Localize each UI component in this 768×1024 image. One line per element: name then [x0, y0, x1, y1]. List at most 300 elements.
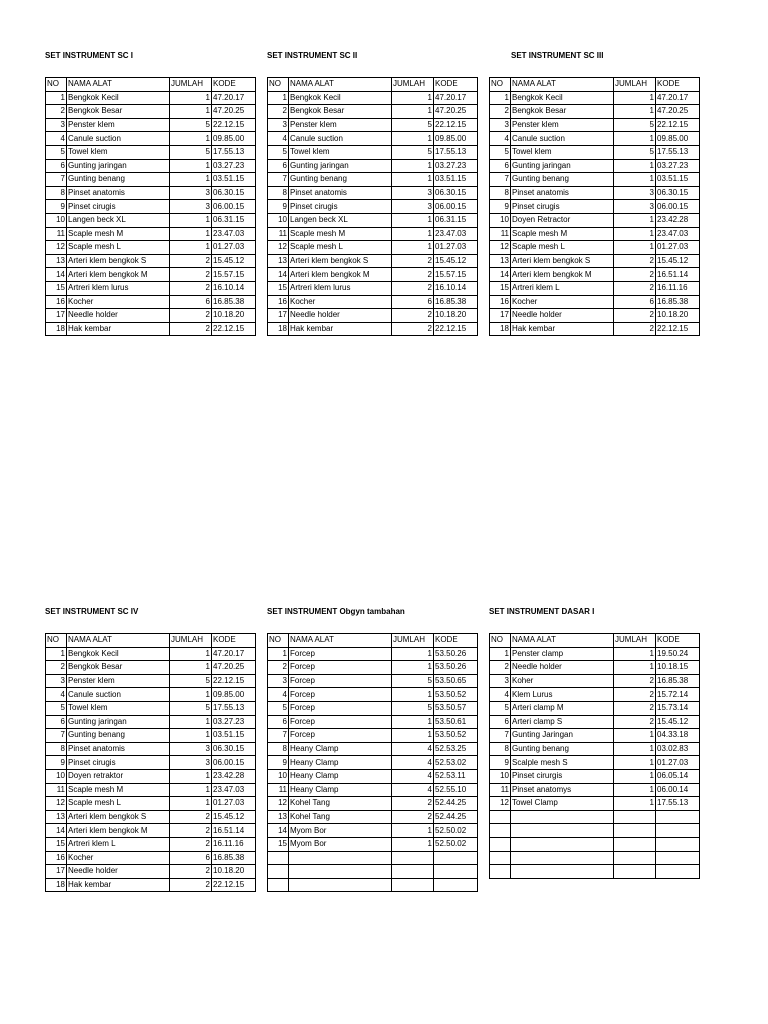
cell-nama-alat: Myom Bor — [289, 837, 392, 851]
cell-no: 10 — [268, 769, 289, 783]
table-row — [268, 865, 478, 879]
table-row — [490, 701, 700, 715]
header-kode: KODE — [434, 634, 478, 648]
cell-nama-alat: Arteri klem bengkok S — [67, 810, 170, 824]
cell-kode: 22.12.15 — [212, 674, 256, 688]
cell-jumlah: 1 — [170, 769, 212, 783]
table-row — [46, 309, 256, 323]
cell-kode: 03.51.15 — [212, 173, 256, 187]
table-row — [46, 647, 256, 661]
cell-no: 6 — [490, 159, 511, 173]
table-block-sc-1 — [45, 50, 259, 336]
cell-jumlah: 1 — [170, 715, 212, 729]
cell-nama-alat: Towel Clamp — [511, 797, 614, 811]
cell-no: 6 — [46, 715, 67, 729]
table-row — [268, 241, 478, 255]
header-nama-alat: NAMA ALAT — [67, 634, 170, 648]
cell-nama-alat: Heany Clamp — [289, 756, 392, 770]
cell-kode: 22.12.15 — [212, 878, 256, 892]
cell-no — [490, 810, 511, 824]
cell-no: 1 — [490, 647, 511, 661]
cell-jumlah: 2 — [614, 268, 656, 282]
cell-jumlah: 4 — [392, 769, 434, 783]
table-row — [490, 159, 700, 173]
cell-nama-alat: Scaple mesh L — [67, 241, 170, 255]
table-row — [268, 132, 478, 146]
table-row — [268, 213, 478, 227]
cell-nama-alat: Pinset anatomys — [511, 783, 614, 797]
cell-no: 15 — [268, 281, 289, 295]
header-jumlah: JUMLAH — [170, 78, 212, 92]
cell-kode: 06.00.15 — [656, 200, 700, 214]
table-row — [490, 241, 700, 255]
cell-kode: 16.85.38 — [656, 674, 700, 688]
cell-nama-alat: Bengkok Kecil — [67, 91, 170, 105]
cell-no — [268, 851, 289, 865]
cell-nama-alat: Bengkok Kecil — [67, 647, 170, 661]
cell-nama-alat: Canule suction — [67, 688, 170, 702]
cell-nama-alat: Canule suction — [289, 132, 392, 146]
table-row — [46, 878, 256, 892]
cell-no: 15 — [46, 281, 67, 295]
table-row — [268, 729, 478, 743]
cell-nama-alat: Artreri klem lurus — [67, 281, 170, 295]
cell-jumlah: 4 — [392, 783, 434, 797]
cell-no: 15 — [46, 837, 67, 851]
cell-kode: 16.51.14 — [212, 824, 256, 838]
cell-nama-alat: Forcep — [289, 729, 392, 743]
cell-jumlah: 1 — [614, 227, 656, 241]
header-kode: KODE — [434, 78, 478, 92]
cell-kode: 03.02.83 — [656, 742, 700, 756]
cell-kode: 15.45.12 — [434, 254, 478, 268]
table-row — [490, 756, 700, 770]
cell-no: 3 — [46, 118, 67, 132]
cell-kode: 47.20.17 — [434, 91, 478, 105]
cell-kode: 53.50.65 — [434, 674, 478, 688]
cell-jumlah: 4 — [392, 756, 434, 770]
cell-jumlah: 1 — [392, 729, 434, 743]
cell-nama-alat: Penster klem — [511, 118, 614, 132]
cell-no — [268, 878, 289, 892]
cell-nama-alat: Towel klem — [289, 145, 392, 159]
table-row — [490, 797, 700, 811]
cell-nama-alat: Pinset anatomis — [67, 742, 170, 756]
cell-kode: 01.27.03 — [656, 241, 700, 255]
cell-kode: 52.53.25 — [434, 742, 478, 756]
table-row — [490, 783, 700, 797]
cell-nama-alat: Scaple mesh M — [67, 227, 170, 241]
cell-no: 16 — [268, 295, 289, 309]
cell-jumlah: 1 — [392, 824, 434, 838]
table-row — [490, 674, 700, 688]
cell-jumlah: 1 — [170, 132, 212, 146]
cell-no: 15 — [268, 837, 289, 851]
cell-no: 11 — [268, 227, 289, 241]
cell-jumlah: 1 — [392, 661, 434, 675]
table-row — [268, 674, 478, 688]
cell-no: 8 — [490, 186, 511, 200]
cell-no: 9 — [490, 200, 511, 214]
cell-jumlah: 6 — [392, 295, 434, 309]
instrument-table — [267, 77, 478, 336]
cell-nama-alat: Bengkok Besar — [289, 105, 392, 119]
cell-kode: 53.50.52 — [434, 688, 478, 702]
cell-jumlah: 2 — [392, 322, 434, 336]
instrument-table — [489, 77, 700, 336]
header-nama-alat: NAMA ALAT — [289, 78, 392, 92]
cell-kode: 23.42.28 — [656, 213, 700, 227]
table-row — [46, 281, 256, 295]
table-row — [490, 824, 700, 838]
cell-nama-alat: Klem Lurus — [511, 688, 614, 702]
cell-jumlah: 2 — [392, 810, 434, 824]
cell-no: 17 — [490, 309, 511, 323]
cell-kode — [656, 851, 700, 865]
cell-nama-alat: Pinset cirugis — [289, 200, 392, 214]
cell-nama-alat: Hak kembar — [67, 322, 170, 336]
cell-jumlah: 1 — [392, 715, 434, 729]
cell-nama-alat: Gunting benang — [511, 173, 614, 187]
cell-nama-alat: Pinset cirugis — [511, 200, 614, 214]
cell-nama-alat: Myom Bor — [289, 824, 392, 838]
cell-nama-alat: Heany Clamp — [289, 769, 392, 783]
cell-nama-alat: Needle holder — [511, 309, 614, 323]
cell-jumlah — [392, 865, 434, 879]
cell-kode: 52.50.02 — [434, 824, 478, 838]
table-row — [268, 159, 478, 173]
cell-nama-alat: Gunting benang — [289, 173, 392, 187]
cell-kode: 06.00.15 — [212, 756, 256, 770]
cell-nama-alat: Towel klem — [511, 145, 614, 159]
cell-nama-alat: Arteri klem bengkok S — [289, 254, 392, 268]
cell-jumlah — [614, 865, 656, 879]
cell-nama-alat: Arteri klem bengkok S — [511, 254, 614, 268]
cell-jumlah: 1 — [392, 105, 434, 119]
cell-kode: 52.44.25 — [434, 797, 478, 811]
table-row — [268, 851, 478, 865]
table-row — [46, 145, 256, 159]
cell-kode: 22.12.15 — [434, 322, 478, 336]
cell-jumlah: 5 — [170, 145, 212, 159]
cell-no: 10 — [490, 213, 511, 227]
cell-kode — [656, 837, 700, 851]
cell-nama-alat: Hak kembar — [289, 322, 392, 336]
table-row — [46, 783, 256, 797]
table-row — [490, 200, 700, 214]
cell-no: 2 — [490, 661, 511, 675]
cell-jumlah: 1 — [614, 797, 656, 811]
table-row — [46, 688, 256, 702]
header-no: NO — [268, 634, 289, 648]
cell-no: 6 — [268, 715, 289, 729]
cell-kode: 17.55.13 — [212, 701, 256, 715]
cell-jumlah: 2 — [170, 309, 212, 323]
cell-no: 12 — [490, 797, 511, 811]
cell-jumlah: 5 — [614, 145, 656, 159]
cell-nama-alat: Artreri klem L — [511, 281, 614, 295]
cell-jumlah: 2 — [170, 865, 212, 879]
table-row — [46, 756, 256, 770]
cell-jumlah: 1 — [614, 132, 656, 146]
cell-no: 8 — [46, 742, 67, 756]
cell-jumlah: 1 — [614, 729, 656, 743]
table-row — [268, 878, 478, 892]
cell-jumlah: 4 — [392, 742, 434, 756]
table-row — [46, 797, 256, 811]
cell-nama-alat: Heany Clamp — [289, 742, 392, 756]
cell-nama-alat: Arteri clamp S — [511, 715, 614, 729]
cell-no: 9 — [46, 756, 67, 770]
cell-no — [490, 865, 511, 879]
cell-kode: 15.73.14 — [656, 701, 700, 715]
table-row — [490, 647, 700, 661]
cell-jumlah: 1 — [170, 688, 212, 702]
table-row — [268, 661, 478, 675]
table-row — [268, 322, 478, 336]
cell-kode: 03.27.23 — [212, 715, 256, 729]
cell-jumlah: 1 — [392, 688, 434, 702]
table-row — [268, 756, 478, 770]
table-row — [46, 824, 256, 838]
table-row — [490, 254, 700, 268]
cell-no: 1 — [268, 647, 289, 661]
table-row — [46, 701, 256, 715]
cell-no: 18 — [46, 322, 67, 336]
cell-jumlah: 6 — [614, 295, 656, 309]
cell-kode: 23.47.03 — [656, 227, 700, 241]
table-row — [46, 173, 256, 187]
table-row — [46, 837, 256, 851]
cell-kode: 06.31.15 — [434, 213, 478, 227]
cell-kode: 10.18.20 — [656, 309, 700, 323]
cell-nama-alat: Kohel Tang — [289, 797, 392, 811]
table-row — [46, 715, 256, 729]
cell-no: 1 — [268, 91, 289, 105]
cell-no: 2 — [490, 105, 511, 119]
header-no: NO — [490, 634, 511, 648]
cell-no: 6 — [268, 159, 289, 173]
cell-no — [490, 824, 511, 838]
cell-kode: 03.27.23 — [656, 159, 700, 173]
table-row — [490, 91, 700, 105]
cell-no: 8 — [490, 742, 511, 756]
cell-kode: 15.45.12 — [212, 810, 256, 824]
table-row — [490, 742, 700, 756]
cell-jumlah: 2 — [614, 309, 656, 323]
cell-nama-alat: Scaple mesh L — [67, 797, 170, 811]
cell-no: 5 — [46, 145, 67, 159]
cell-jumlah: 2 — [392, 281, 434, 295]
cell-no: 17 — [46, 865, 67, 879]
cell-jumlah: 1 — [170, 783, 212, 797]
cell-nama-alat: Artreri klem lurus — [289, 281, 392, 295]
cell-kode: 52.44.25 — [434, 810, 478, 824]
cell-no: 7 — [490, 173, 511, 187]
cell-nama-alat: Pinset anatomis — [511, 186, 614, 200]
cell-no: 9 — [268, 756, 289, 770]
cell-jumlah: 2 — [170, 254, 212, 268]
cell-no: 10 — [46, 213, 67, 227]
cell-no: 7 — [490, 729, 511, 743]
cell-nama-alat — [511, 810, 614, 824]
cell-kode: 23.47.03 — [212, 783, 256, 797]
cell-jumlah: 2 — [614, 281, 656, 295]
table-row — [268, 647, 478, 661]
cell-no: 8 — [268, 186, 289, 200]
cell-no: 12 — [46, 797, 67, 811]
cell-no: 2 — [268, 661, 289, 675]
cell-kode: 22.12.15 — [212, 322, 256, 336]
cell-nama-alat: Arteri klem bengkok M — [67, 268, 170, 282]
cell-kode: 16.11.16 — [212, 837, 256, 851]
cell-nama-alat: Bengkok Kecil — [511, 91, 614, 105]
cell-jumlah: 3 — [614, 200, 656, 214]
cell-kode — [434, 878, 478, 892]
cell-jumlah: 2 — [614, 254, 656, 268]
cell-jumlah: 5 — [392, 118, 434, 132]
table-header-row — [268, 634, 478, 648]
cell-jumlah: 2 — [392, 797, 434, 811]
cell-no: 11 — [490, 783, 511, 797]
table-title: SET INSTRUMENT Obgyn tambahan — [267, 607, 405, 616]
cell-nama-alat: Scaple mesh M — [511, 227, 614, 241]
cell-no: 14 — [490, 268, 511, 282]
table-title: SET INSTRUMENT SC I — [45, 51, 134, 60]
cell-jumlah: 1 — [614, 661, 656, 675]
cell-kode — [656, 865, 700, 879]
table-title: SET INSTRUMENT SC II — [267, 51, 358, 60]
table-row — [490, 865, 700, 879]
cell-kode: 06.00.15 — [434, 200, 478, 214]
table-row — [490, 118, 700, 132]
cell-no: 3 — [268, 118, 289, 132]
table-row — [46, 865, 256, 879]
cell-no: 5 — [268, 701, 289, 715]
cell-kode: 53.50.26 — [434, 647, 478, 661]
table-row — [490, 769, 700, 783]
table-row — [490, 281, 700, 295]
cell-no: 2 — [268, 105, 289, 119]
cell-no: 7 — [268, 729, 289, 743]
table-row — [490, 810, 700, 824]
table-row — [490, 309, 700, 323]
cell-nama-alat — [511, 865, 614, 879]
cell-jumlah: 2 — [170, 837, 212, 851]
cell-jumlah: 3 — [392, 200, 434, 214]
cell-jumlah: 1 — [170, 173, 212, 187]
cell-jumlah: 1 — [614, 213, 656, 227]
cell-kode: 52.53.02 — [434, 756, 478, 770]
cell-no: 3 — [490, 118, 511, 132]
cell-kode: 09.85.00 — [212, 688, 256, 702]
cell-no: 11 — [490, 227, 511, 241]
cell-jumlah — [614, 837, 656, 851]
cell-jumlah: 5 — [392, 701, 434, 715]
cell-jumlah: 6 — [170, 851, 212, 865]
table-row — [268, 105, 478, 119]
cell-kode: 16.10.14 — [434, 281, 478, 295]
cell-jumlah: 2 — [170, 322, 212, 336]
cell-jumlah: 1 — [170, 105, 212, 119]
cell-nama-alat: Kocher — [511, 295, 614, 309]
cell-nama-alat: Bengkok Besar — [67, 661, 170, 675]
table-row — [490, 132, 700, 146]
cell-no: 4 — [490, 132, 511, 146]
header-kode: KODE — [656, 78, 700, 92]
table-row — [490, 851, 700, 865]
cell-nama-alat: Scaple mesh L — [289, 241, 392, 255]
cell-kode: 03.27.23 — [434, 159, 478, 173]
table-row — [490, 105, 700, 119]
cell-nama-alat: Scaple mesh L — [511, 241, 614, 255]
cell-jumlah: 1 — [614, 783, 656, 797]
cell-kode: 19.50.24 — [656, 647, 700, 661]
cell-jumlah: 3 — [170, 742, 212, 756]
table-row — [490, 186, 700, 200]
cell-no: 11 — [46, 227, 67, 241]
cell-jumlah: 1 — [392, 173, 434, 187]
cell-no — [268, 865, 289, 879]
header-kode: KODE — [212, 78, 256, 92]
cell-kode: 23.47.03 — [212, 227, 256, 241]
cell-nama-alat: Arteri clamp M — [511, 701, 614, 715]
cell-no: 18 — [490, 322, 511, 336]
cell-kode: 06.00.15 — [212, 200, 256, 214]
cell-no: 7 — [268, 173, 289, 187]
cell-nama-alat: Penster klem — [289, 118, 392, 132]
cell-kode: 47.20.17 — [212, 647, 256, 661]
cell-no: 4 — [46, 688, 67, 702]
table-row — [268, 701, 478, 715]
cell-kode: 09.85.00 — [212, 132, 256, 146]
table-header-row — [268, 78, 478, 92]
cell-no: 6 — [490, 715, 511, 729]
cell-kode: 06.05.14 — [656, 769, 700, 783]
table-row — [46, 769, 256, 783]
cell-nama-alat — [289, 865, 392, 879]
cell-nama-alat: Gunting jaringan — [67, 715, 170, 729]
table-row — [490, 145, 700, 159]
cell-no: 4 — [490, 688, 511, 702]
table-row — [46, 729, 256, 743]
cell-no: 14 — [46, 824, 67, 838]
table-row — [268, 186, 478, 200]
header-no: NO — [46, 634, 67, 648]
cell-jumlah: 1 — [614, 647, 656, 661]
cell-kode: 17.55.13 — [656, 145, 700, 159]
cell-no: 2 — [46, 661, 67, 675]
cell-no: 11 — [46, 783, 67, 797]
cell-kode: 23.47.03 — [434, 227, 478, 241]
cell-jumlah — [614, 851, 656, 865]
cell-nama-alat: Penster klem — [67, 118, 170, 132]
cell-nama-alat — [289, 878, 392, 892]
cell-nama-alat: Forcep — [289, 715, 392, 729]
table-row — [46, 322, 256, 336]
table-title: SET INSTRUMENT SC IV — [45, 607, 139, 616]
cell-no: 10 — [490, 769, 511, 783]
cell-no: 16 — [490, 295, 511, 309]
cell-no: 5 — [490, 701, 511, 715]
cell-no: 14 — [268, 824, 289, 838]
cell-kode: 16.51.14 — [656, 268, 700, 282]
table-row — [46, 661, 256, 675]
cell-jumlah: 2 — [170, 268, 212, 282]
cell-nama-alat: Penster clamp — [511, 647, 614, 661]
cell-kode: 53.50.61 — [434, 715, 478, 729]
cell-no: 9 — [490, 756, 511, 770]
